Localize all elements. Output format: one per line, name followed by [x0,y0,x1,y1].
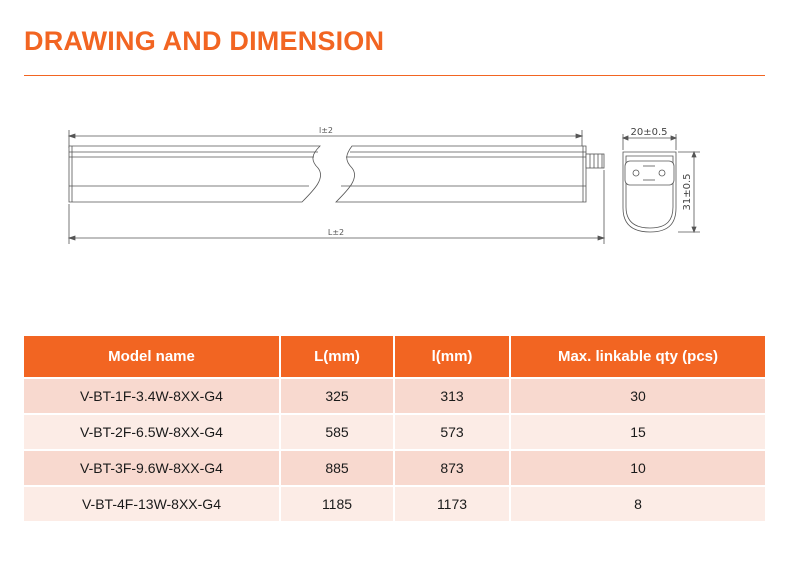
header-model-name: Model name [24,336,280,378]
cell-l-total: 585 [280,414,394,450]
table-header-row [24,336,765,378]
header-max-linkable: Max. linkable qty (pcs) [510,336,765,378]
cell-max-linkable: 30 [510,378,765,414]
cell-l-inner: 313 [394,378,510,414]
cell-model-name: V-BT-4F-13W-8XX-G4 [24,486,280,521]
dimension-l-inner-label: l±2 [318,126,334,135]
spec-table [24,336,765,521]
luminaire-body [69,146,604,202]
cell-max-linkable: 8 [510,486,765,521]
table-row [24,414,765,450]
header-l-total: L(mm) [280,336,394,378]
dimension-l-inner [69,126,582,148]
end-view [623,127,700,232]
table-row [24,378,765,414]
cell-model-name: V-BT-2F-6.5W-8XX-G4 [24,414,280,450]
cell-l-inner: 873 [394,450,510,486]
cell-l-inner: 1173 [394,486,510,521]
cell-model-name: V-BT-3F-9.6W-8XX-G4 [24,450,280,486]
cell-l-inner: 573 [394,414,510,450]
cell-l-total: 885 [280,450,394,486]
cell-max-linkable: 10 [510,450,765,486]
page-title: DRAWING AND DIMENSION [24,26,385,56]
dimension-width-label: 20±0.5 [630,127,668,138]
table-row [24,450,765,486]
cell-model-name: V-BT-1F-3.4W-8XX-G4 [24,378,280,414]
cell-l-total: 1185 [280,486,394,521]
cell-l-total: 325 [280,378,394,414]
dimension-height-label: 31±0.5 [682,173,693,211]
cell-max-linkable: 15 [510,414,765,450]
dimension-l-total-label: L±2 [327,228,345,237]
header-l-inner: l(mm) [394,336,510,378]
table-row [24,486,765,521]
